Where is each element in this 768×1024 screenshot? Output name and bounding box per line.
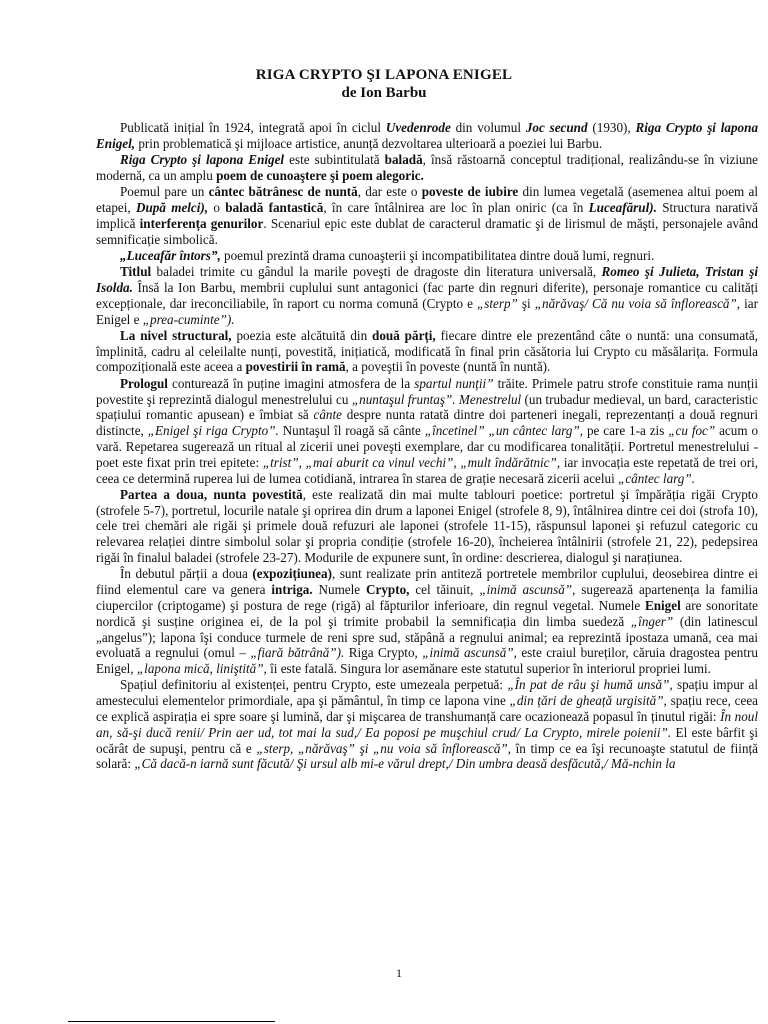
text-run: o bbox=[208, 199, 226, 215]
page-number: 1 bbox=[396, 966, 402, 980]
text-run: spartul nunții” bbox=[414, 375, 494, 391]
paragraph bbox=[96, 248, 758, 264]
text-run: poem de cunoaştere şi poem alegoric. bbox=[216, 167, 424, 183]
text-run: , este realizată din mai multe tablouri poetice: portretul şi împărăția rigăi Crypto (strofele 5-7), portretul, locurile natale şi oprirea din drum a laponei Enigel (strofele 8, 9), întâlnirea dintre cei doi (strofa 10), cele trei chemări ale rigăi şi primele două refuzuri ale laponei (strofele 11-15), răspunsul laponei şi refuzul categoric cu relevarea relației dintre simbolul solar şi propria condiție (strofele 16-20), încheierea întâlnirii (strofele 21, 22), pedepsirea rigăi în finalul baladei (strofele 23-27). Modurile de expunere sunt, în ordine: descrierea, dialogul şi narațiunea. bbox=[96, 486, 758, 566]
text-run: fiecare dintre ele prezentând câte o nuntă: una consumată, împlinită, cadru al celeilalte nunți, povestită, inițiatică, modificată în final prin căsătoria lui Crypto cu măsălarița. Formula compozițională este aceea a bbox=[96, 327, 759, 375]
text-run: este craiul bureților, căruia dragostea pentru Enigel, bbox=[96, 645, 758, 677]
text-run: Însă la Ion Barbu, membrii cuplului sunt antagonici (fac parte din regnuri diferite), personaje romantice cu calități excepționale, dar ireconciliabile, în raport cu norma comună (Crypto e bbox=[96, 279, 758, 311]
text-run: acum o vară. Repetarea sugerează un ritual al zicerii unei poveşti exemplare, dar cu modificarea tonalității. Portretul menestrelului - poet este fixat prin trei epitete: bbox=[96, 423, 759, 470]
text-run: (un trubadur medieval, un bard, caracteristic spațiului romantic apusean) e îmbiat să bbox=[96, 391, 759, 423]
text-run: prin problematică şi mijloace artistice, anunță dezvoltarea ulterioară a poeziei lui Barbu. bbox=[135, 135, 603, 151]
text-run: poemul prezintă drama cunoaşterii şi incompatibilitatea dintre două lumi, regnuri. bbox=[220, 247, 655, 263]
paragraph bbox=[96, 328, 758, 375]
text-run: baladă bbox=[384, 152, 423, 168]
text-run: Titlul bbox=[120, 264, 152, 280]
text-run: „Luceafăr întors”, bbox=[120, 247, 221, 263]
text-run: „cântec larg”. bbox=[618, 470, 695, 486]
text-run: „încetinel” „un cântec larg”, bbox=[424, 423, 584, 439]
text-run: Publicată inițial în 1924, integrată apoi în ciclul bbox=[120, 120, 386, 135]
paragraph bbox=[96, 184, 758, 247]
text-run: pe care 1-a zis bbox=[583, 423, 669, 439]
text-run: baladă fantastică bbox=[225, 199, 324, 215]
text-run: După melci), bbox=[135, 199, 209, 215]
text-run: „nărăvaş/ Că nu voia să înflorească”, bbox=[534, 295, 741, 311]
text-run: „Enigel şi riga Crypto”. bbox=[147, 423, 279, 439]
text-run: , dar este o bbox=[357, 184, 422, 200]
text-run: iar invocația este repetată de trei ori, ceea ce determină ruperea lui de lumea cotidiană, intrarea în starea de grație necesară zicerii acelui bbox=[96, 454, 759, 486]
text-run: Romeo şi Julieta, Tristan şi Isolda. bbox=[96, 264, 758, 295]
text-run: Partea a doua, nunta povestită bbox=[120, 486, 303, 502]
paragraph bbox=[96, 264, 758, 327]
document-body bbox=[96, 120, 758, 772]
text-run: Uvedenrode bbox=[385, 120, 451, 135]
text-run: cânte bbox=[313, 407, 342, 423]
text-run: iar Enigel e bbox=[96, 295, 758, 327]
text-run: „sterp” bbox=[476, 295, 518, 311]
paragraph bbox=[96, 120, 758, 152]
text-run: şi bbox=[517, 295, 535, 311]
text-run: „sterp, „nărăvaş” şi „nu voia să înflorească”, bbox=[256, 740, 511, 756]
text-run: . Scenariul epic este dublat de caracterul dramatic şi de lirismul de măşti, personajele având semnificație simbolică. bbox=[96, 215, 759, 247]
paragraph bbox=[96, 566, 758, 677]
text-run: (din latinescul „angelus”); lapona îşi conduce turmele de reni spre sud, stăpână a regnului animal; ea reprezintă ipostaza umană, cea mai evoluată a regnului (omul – bbox=[96, 613, 759, 661]
text-run: „din țări de gheață urgisită”, bbox=[509, 693, 667, 709]
text-run: din volumul bbox=[450, 120, 526, 135]
text-run: Structura narativă implică bbox=[96, 199, 758, 231]
text-run: spațiu impur al amestecului elementelor primordiale, apa şi pământul, în timp ce lapona vine bbox=[96, 677, 758, 709]
text-run: îi este fatală. Singura lor asemănare este statutul superior în interiorul propriei lumi. bbox=[266, 661, 711, 677]
text-run: În debutul părții a doua bbox=[120, 566, 253, 582]
text-run: , a poveştii în poveste (nuntă în nuntă). bbox=[345, 359, 551, 375]
footnote-divider bbox=[68, 1021, 275, 1022]
text-run: Nuntaşul îl roagă să cânte bbox=[278, 423, 425, 439]
text-run: Spațiul definitoriu al existenței, pentru Crypto, este umezeala perpetuă: bbox=[120, 677, 508, 693]
text-run: „lapona mică, liniştită”, bbox=[136, 661, 267, 677]
text-run: La nivel structural, bbox=[120, 327, 232, 343]
text-run: cântec bătrânesc de nuntă bbox=[208, 184, 358, 200]
text-run: , sunt realizate prin antiteză portretele membrilor cuplului, deosebirea dintre ei fiind elementul care va genera bbox=[96, 566, 758, 598]
text-run: El este bârfit şi ocărât de supuşi, pentru că e bbox=[96, 724, 758, 756]
text-run: intriga. bbox=[271, 582, 313, 598]
text-run: În noul an, să-şi ducă renii/ Prin aer ud, tot mai la sud,/ Ea poposi pe muşchiul crud/ La Crypto, mirele poienii”. bbox=[96, 708, 758, 740]
text-run: poezia este alcătuită din bbox=[231, 327, 373, 343]
text-run: are sonoritate nordică şi susține originea ei, de la pol şi trimite probabil la semnificația din limba suedeză bbox=[96, 597, 758, 629]
text-run: Prologul bbox=[120, 375, 168, 391]
text-run: (expozițiunea) bbox=[252, 566, 332, 582]
text-run: Riga Crypto şi lapona Enigel, bbox=[96, 120, 759, 151]
text-run: Luceafărul). bbox=[588, 199, 657, 215]
text-run: Numele bbox=[312, 582, 367, 598]
text-run: cel tăinuit, bbox=[409, 582, 480, 598]
text-run: „prea-cuminte”). bbox=[142, 311, 235, 327]
text-run: „fiară bătrână”). bbox=[250, 645, 345, 661]
text-run: spațiu rece, ceea ce explică aspirația ei spre soare şi lumină, dar şi mişcarea de transhumanță care ocazionează popasul în ținutul rigăi: bbox=[96, 693, 759, 724]
text-run: din lumea vegetală (asemenea altui poem al etapei, bbox=[96, 184, 758, 215]
text-run: poveste de iubire bbox=[421, 184, 519, 200]
text-run: „cu foc” bbox=[668, 423, 716, 439]
text-run: Riga Crypto şi lapona Enigel bbox=[120, 152, 285, 168]
paragraph bbox=[96, 376, 758, 487]
text-run: „inimă ascunsă”, bbox=[479, 582, 576, 598]
text-run: Enigel bbox=[644, 597, 681, 613]
paragraph bbox=[96, 152, 758, 184]
text-run: sugerează apartenența la familia ciupercilor (criptogame) şi postura de rege (rigă) al făpturilor inferioare, din regnul vegetal. Numele bbox=[96, 582, 758, 613]
text-run: despre nunta ratată dintre doi parteneri inegali, reprezentanți a două regnuri distincte, bbox=[96, 407, 758, 439]
text-run: în timp ce ea îşi recunoaşte statutul de ființă solară: bbox=[96, 740, 759, 772]
text-run: Poemul pare un bbox=[120, 184, 209, 200]
text-run: conturează în puține imagini atmosfera de la bbox=[167, 375, 415, 391]
text-run: , în care întâlnirea are loc în plan oniric (ca în bbox=[323, 199, 589, 215]
text-run: „înger” bbox=[630, 613, 674, 629]
text-run: baladei trimite cu gândul la marile poveşti de dragoste din literatura universală, bbox=[151, 264, 602, 280]
text-run: Joc secund bbox=[525, 120, 588, 135]
text-run: trăite. Primele patru strofe constituie rama nunții povestite şi reprezintă dialogul menestrelului cu bbox=[96, 375, 759, 407]
document-header bbox=[0, 66, 768, 102]
text-run: povestirii în ramă bbox=[245, 359, 346, 375]
text-run: Crypto, bbox=[366, 582, 410, 598]
text-run: „nuntaşul fruntaş”. Menestrelul bbox=[351, 391, 522, 407]
document-author: de Ion Barbu bbox=[341, 85, 427, 101]
paragraph bbox=[96, 677, 758, 772]
text-run: , însă răstoarnă conceptul tradițional, realizându-se în viziune modernă, ca un amplu bbox=[96, 152, 758, 183]
text-run: „În pat de râu şi humă unsă”, bbox=[507, 677, 673, 693]
document-title: RIGA CRYPTO ŞI LAPONA ENIGEL bbox=[255, 67, 513, 83]
paragraph bbox=[96, 487, 758, 566]
text-run: (1930), bbox=[587, 120, 636, 135]
text-run: „trist”, „mai aburit ca vinul vechi”, „mult îndărătnic”, bbox=[262, 454, 561, 470]
text-run: două părți, bbox=[372, 327, 436, 343]
text-run: este subintitulată bbox=[284, 152, 385, 168]
text-run: „inimă ascunsă”, bbox=[422, 645, 517, 661]
text-run: Riga Crypto, bbox=[344, 645, 423, 661]
text-run: „Că dacă-n iarnă sunt făcută/ Şi ursul alb mi-e vărul drept,/ Din umbra deasă desfăcută,/ Mă-nchin la bbox=[134, 756, 676, 772]
text-run: interferența genurilor bbox=[139, 215, 264, 231]
